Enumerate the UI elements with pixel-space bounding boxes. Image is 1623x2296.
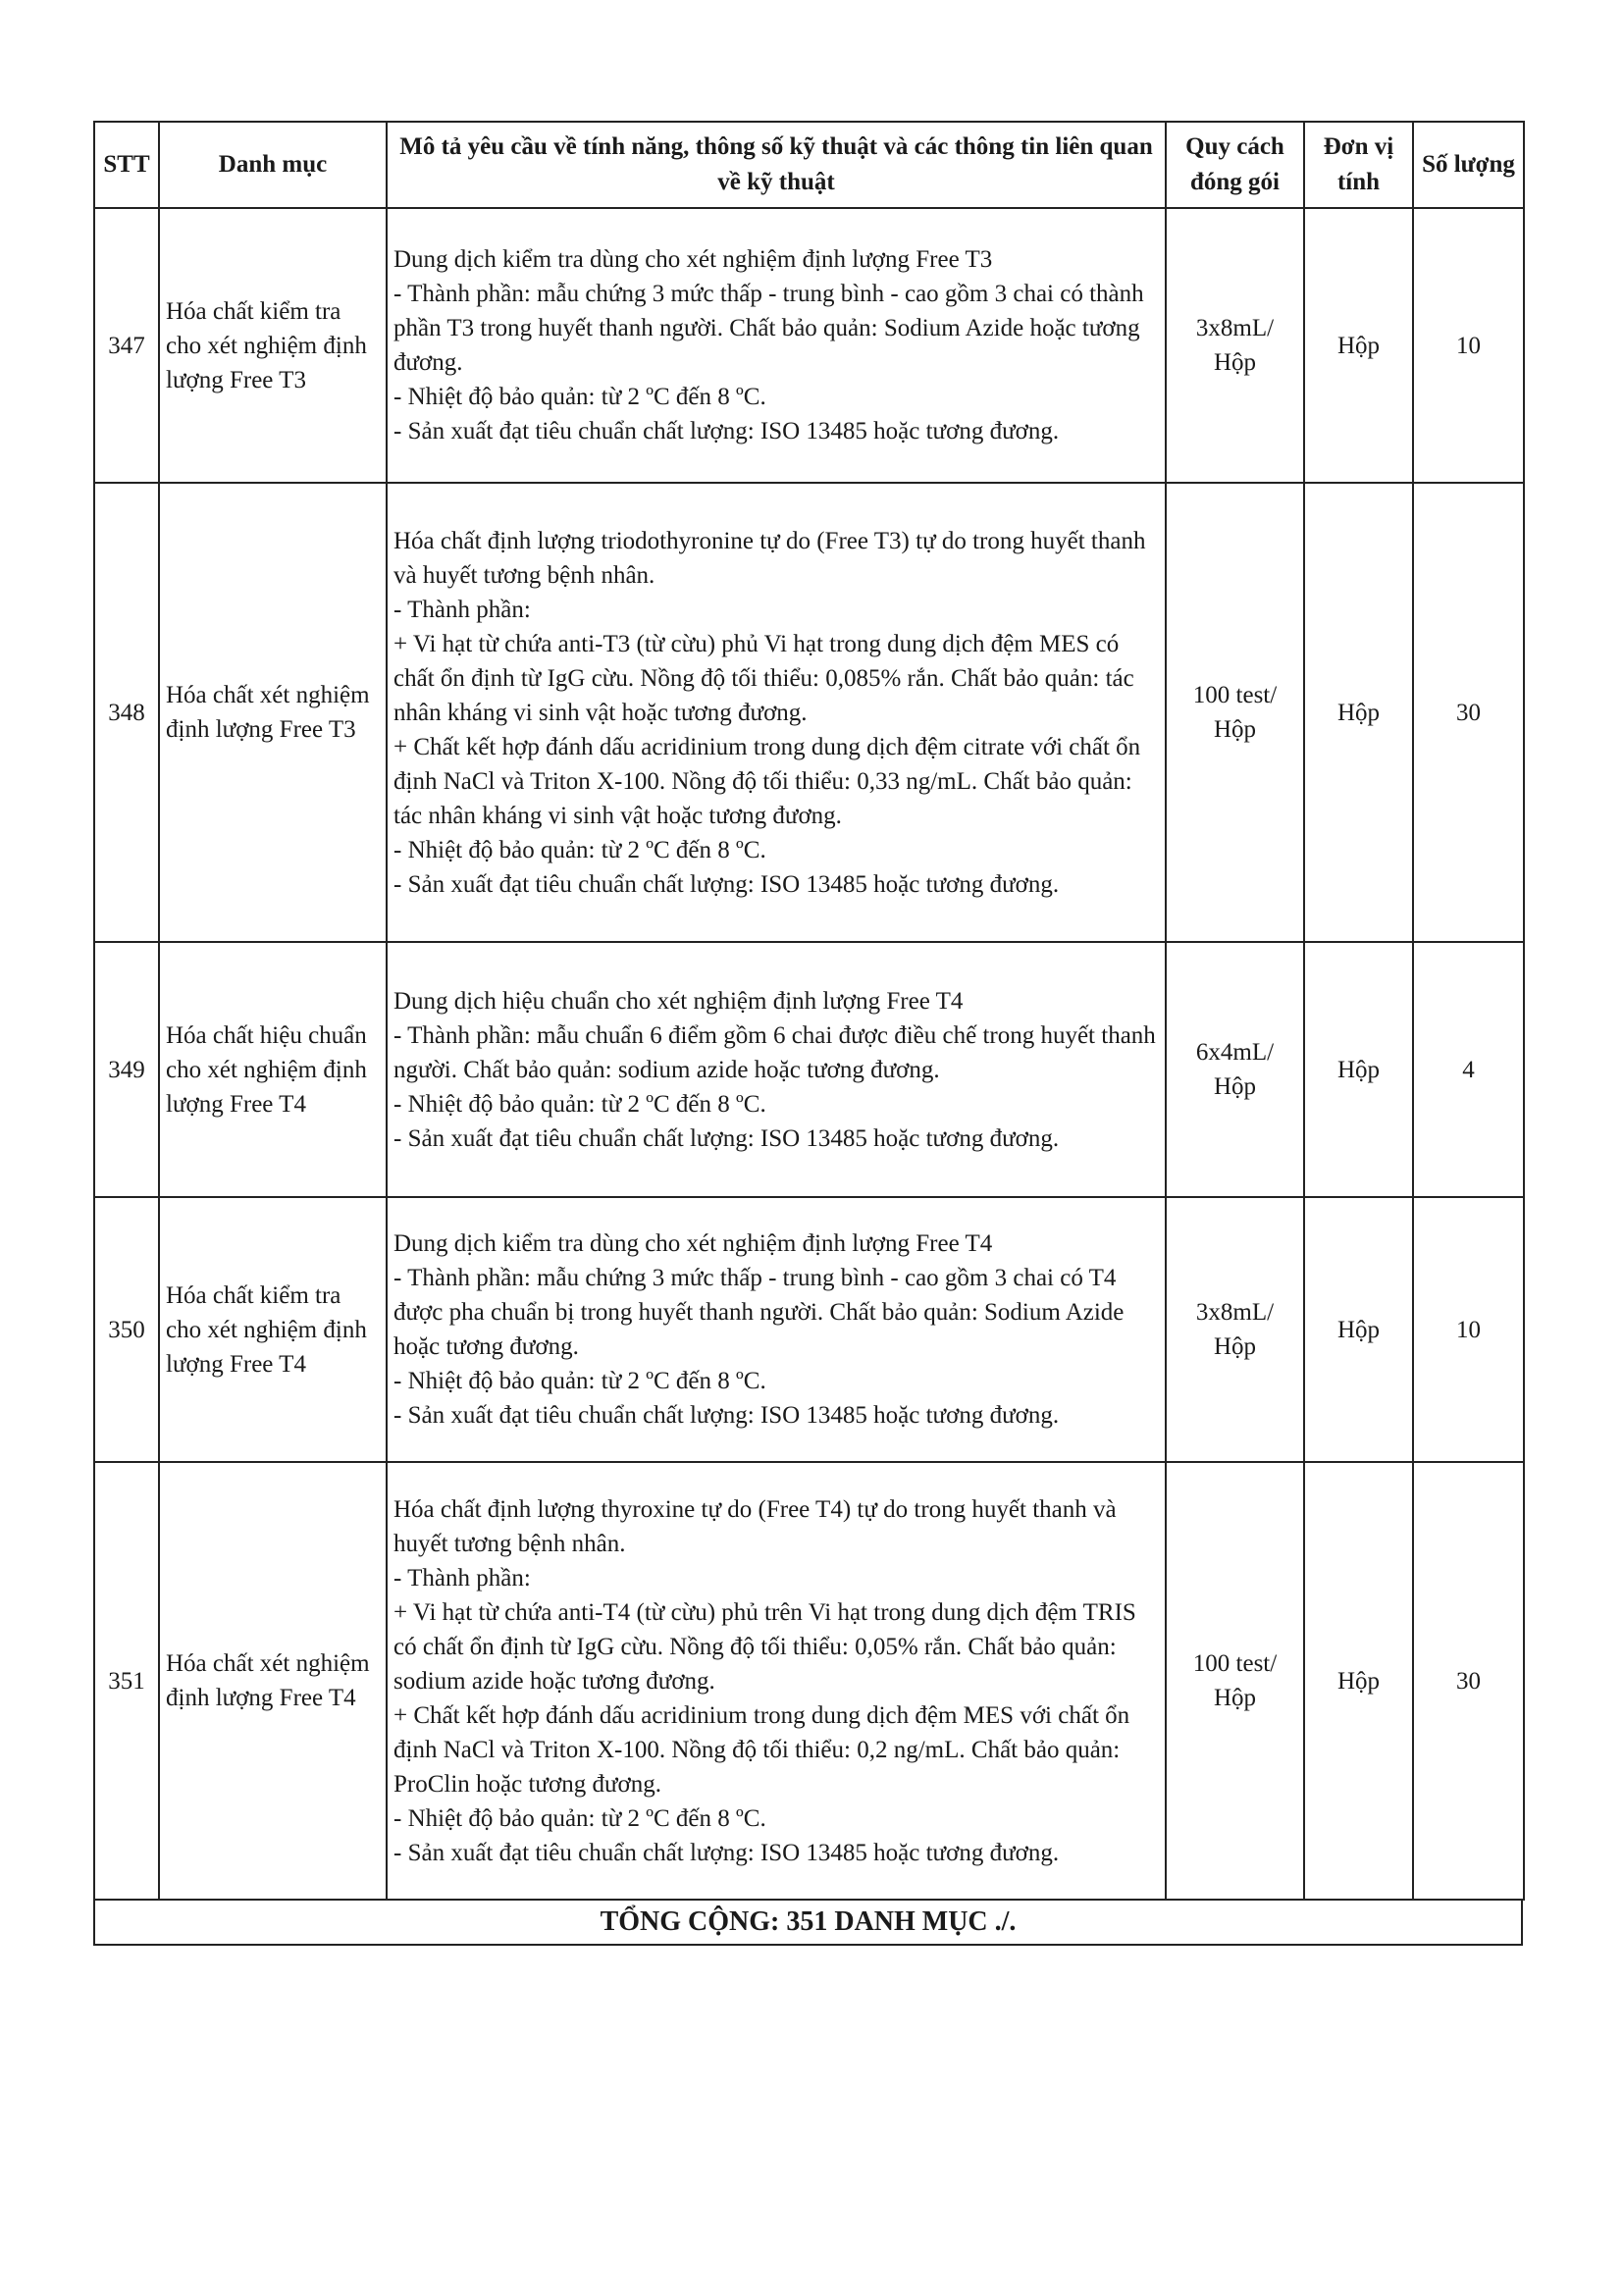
header-category: Danh mục [159, 122, 387, 208]
table-row [94, 942, 1524, 1197]
row-packaging [1166, 208, 1304, 483]
total-row [94, 1900, 1522, 1945]
row-quantity: 10 [1413, 208, 1524, 483]
header-description: Mô tả yêu cầu về tính năng, thông số kỹ thuật và các thông tin liên quan về kỹ thuật [387, 122, 1166, 208]
table-row [94, 208, 1524, 483]
row-stt: 349 [94, 942, 159, 1197]
row-category: Hóa chất hiệu chuẩn cho xét nghiệm định lượng Free T4 [159, 942, 387, 1197]
row-quantity: 4 [1413, 942, 1524, 1197]
description-line: Dung dịch kiểm tra dùng cho xét nghiệm định lượng Free T3 [393, 246, 993, 273]
table-row [94, 1462, 1524, 1900]
description-line: + Vi hạt từ chứa anti-T3 (từ cừu) phủ Vi hạt trong dung dịch đệm MES có chất ổn định từ IgG cừu. Nồng độ tối thiểu: 0,085% rắn. Chất bảo quản: tác nhân kháng vi sinh vật hoặc tương đương. [393, 630, 1134, 726]
specification-table [93, 121, 1525, 1901]
description-line: - Thành phần: mẫu chuẩn 6 điểm gồm 6 chai được điều chế trong huyết thanh người. Chất bảo quản: sodium azide hoặc tương đương. [393, 1021, 1156, 1083]
row-unit: Hộp [1304, 1197, 1413, 1462]
description-line: + Chất kết hợp đánh dấu acridinium trong dung dịch đệm citrate với chất ổn định NaCl và Triton X-100. Nồng độ tối thiểu: 0,33 ng/mL. Chất bảo quản: tác nhân kháng vi sinh vật hoặc tương đương. [393, 733, 1141, 829]
description-line: - Sản xuất đạt tiêu chuẩn chất lượng: ISO 13485 hoặc tương đương. [393, 1839, 1060, 1866]
row-stt: 351 [94, 1462, 159, 1900]
description-line: Dung dịch kiểm tra dùng cho xét nghiệm định lượng Free T4 [393, 1230, 993, 1257]
total-label: TỔNG CỘNG: 351 DANH MỤC ./. [94, 1900, 1522, 1945]
row-packaging [1166, 483, 1304, 942]
packaging-line: 3x8mL/ [1195, 315, 1275, 341]
packaging-line: 100 test/ [1192, 1650, 1278, 1677]
packaging-line: 6x4mL/ [1195, 1039, 1275, 1066]
packaging-line: 100 test/ [1192, 682, 1278, 708]
row-packaging [1166, 1462, 1304, 1900]
row-category: Hóa chất xét nghiệm định lượng Free T3 [159, 483, 387, 942]
row-description [387, 208, 1166, 483]
row-unit: Hộp [1304, 483, 1413, 942]
packaging-line: Hộp [1213, 349, 1257, 376]
row-unit: Hộp [1304, 208, 1413, 483]
row-packaging [1166, 1197, 1304, 1462]
row-stt: 348 [94, 483, 159, 942]
row-unit: Hộp [1304, 942, 1413, 1197]
row-stt: 350 [94, 1197, 159, 1462]
description-line: - Thành phần: mẫu chứng 3 mức thấp - trung bình - cao gồm 3 chai có T4 được pha chuẩn bị trong huyết thanh người. Chất bảo quản: Sodium Azide hoặc tương đương. [393, 1265, 1125, 1360]
description-line: - Thành phần: [393, 596, 531, 623]
description-line: - Nhiệt độ bảo quản: từ 2 ºC đến 8 ºC. [393, 1090, 766, 1118]
description-line: Dung dịch hiệu chuẩn cho xét nghiệm định lượng Free T4 [393, 987, 964, 1015]
description-line: + Vi hạt từ chứa anti-T4 (từ cừu) phủ trên Vi hạt trong dung dịch đệm TRIS có chất ổn định từ IgG cừu. Nồng độ tối thiểu: 0,05% rắn. Chất bảo quản: sodium azide hoặc tương đương. [393, 1598, 1136, 1695]
description-line: - Nhiệt độ bảo quản: từ 2 ºC đến 8 ºC. [393, 1804, 766, 1832]
description-line: - Sản xuất đạt tiêu chuẩn chất lượng: ISO 13485 hoặc tương đương. [393, 1124, 1060, 1152]
packaging-line: 3x8mL/ [1195, 1299, 1275, 1326]
row-description [387, 1462, 1166, 1900]
row-description [387, 483, 1166, 942]
header-packaging: Quy cách đóng gói [1166, 122, 1304, 208]
packaging-line: Hộp [1213, 1073, 1257, 1100]
row-quantity: 30 [1413, 483, 1524, 942]
packaging-line: Hộp [1213, 1333, 1257, 1360]
description-line: - Sản xuất đạt tiêu chuẩn chất lượng: ISO 13485 hoặc tương đương. [393, 1402, 1060, 1429]
packaging-line: Hộp [1213, 1685, 1257, 1711]
total-table [93, 1899, 1523, 1946]
description-line: - Sản xuất đạt tiêu chuẩn chất lượng: ISO 13485 hoặc tương đương. [393, 418, 1060, 444]
row-quantity: 10 [1413, 1197, 1524, 1462]
header-stt: STT [94, 122, 159, 208]
table-row [94, 483, 1524, 942]
row-description [387, 942, 1166, 1197]
header-unit: Đơn vị tính [1304, 122, 1413, 208]
description-line: - Nhiệt độ bảo quản: từ 2 ºC đến 8 ºC. [393, 384, 766, 410]
row-stt: 347 [94, 208, 159, 483]
description-line: - Sản xuất đạt tiêu chuẩn chất lượng: ISO 13485 hoặc tương đương. [393, 870, 1060, 898]
row-packaging [1166, 942, 1304, 1197]
row-category: Hóa chất kiểm tra cho xét nghiệm định lượng Free T3 [159, 208, 387, 483]
header-quantity: Số lượng [1413, 122, 1524, 208]
document-page [93, 121, 1523, 1946]
row-quantity: 30 [1413, 1462, 1524, 1900]
row-category: Hóa chất xét nghiệm định lượng Free T4 [159, 1462, 387, 1900]
row-unit: Hộp [1304, 1462, 1413, 1900]
description-line: Hóa chất định lượng triodothyronine tự do (Free T3) tự do trong huyết thanh và huyết tương bệnh nhân. [393, 527, 1146, 589]
description-line: - Nhiệt độ bảo quản: từ 2 ºC đến 8 ºC. [393, 1368, 766, 1394]
description-line: - Thành phần: mẫu chứng 3 mức thấp - trung bình - cao gồm 3 chai có thành phần T3 trong huyết thanh người. Chất bảo quản: Sodium Azide hoặc tương đương. [393, 281, 1144, 376]
description-line: + Chất kết hợp đánh dấu acridinium trong dung dịch đệm MES với chất ổn định NaCl và Triton X-100. Nồng độ tối thiểu: 0,2 ng/mL. Chất bảo quản: ProClin hoặc tương đương. [393, 1701, 1130, 1798]
packaging-line: Hộp [1213, 716, 1257, 743]
description-line: - Thành phần: [393, 1564, 531, 1592]
description-line: - Nhiệt độ bảo quản: từ 2 ºC đến 8 ºC. [393, 836, 766, 863]
table-row [94, 1197, 1524, 1462]
row-description [387, 1197, 1166, 1462]
row-category: Hóa chất kiểm tra cho xét nghiệm định lượng Free T4 [159, 1197, 387, 1462]
table-header-row [94, 122, 1524, 208]
description-line: Hóa chất định lượng thyroxine tự do (Free T4) tự do trong huyết thanh và huyết tương bệnh nhân. [393, 1495, 1117, 1557]
